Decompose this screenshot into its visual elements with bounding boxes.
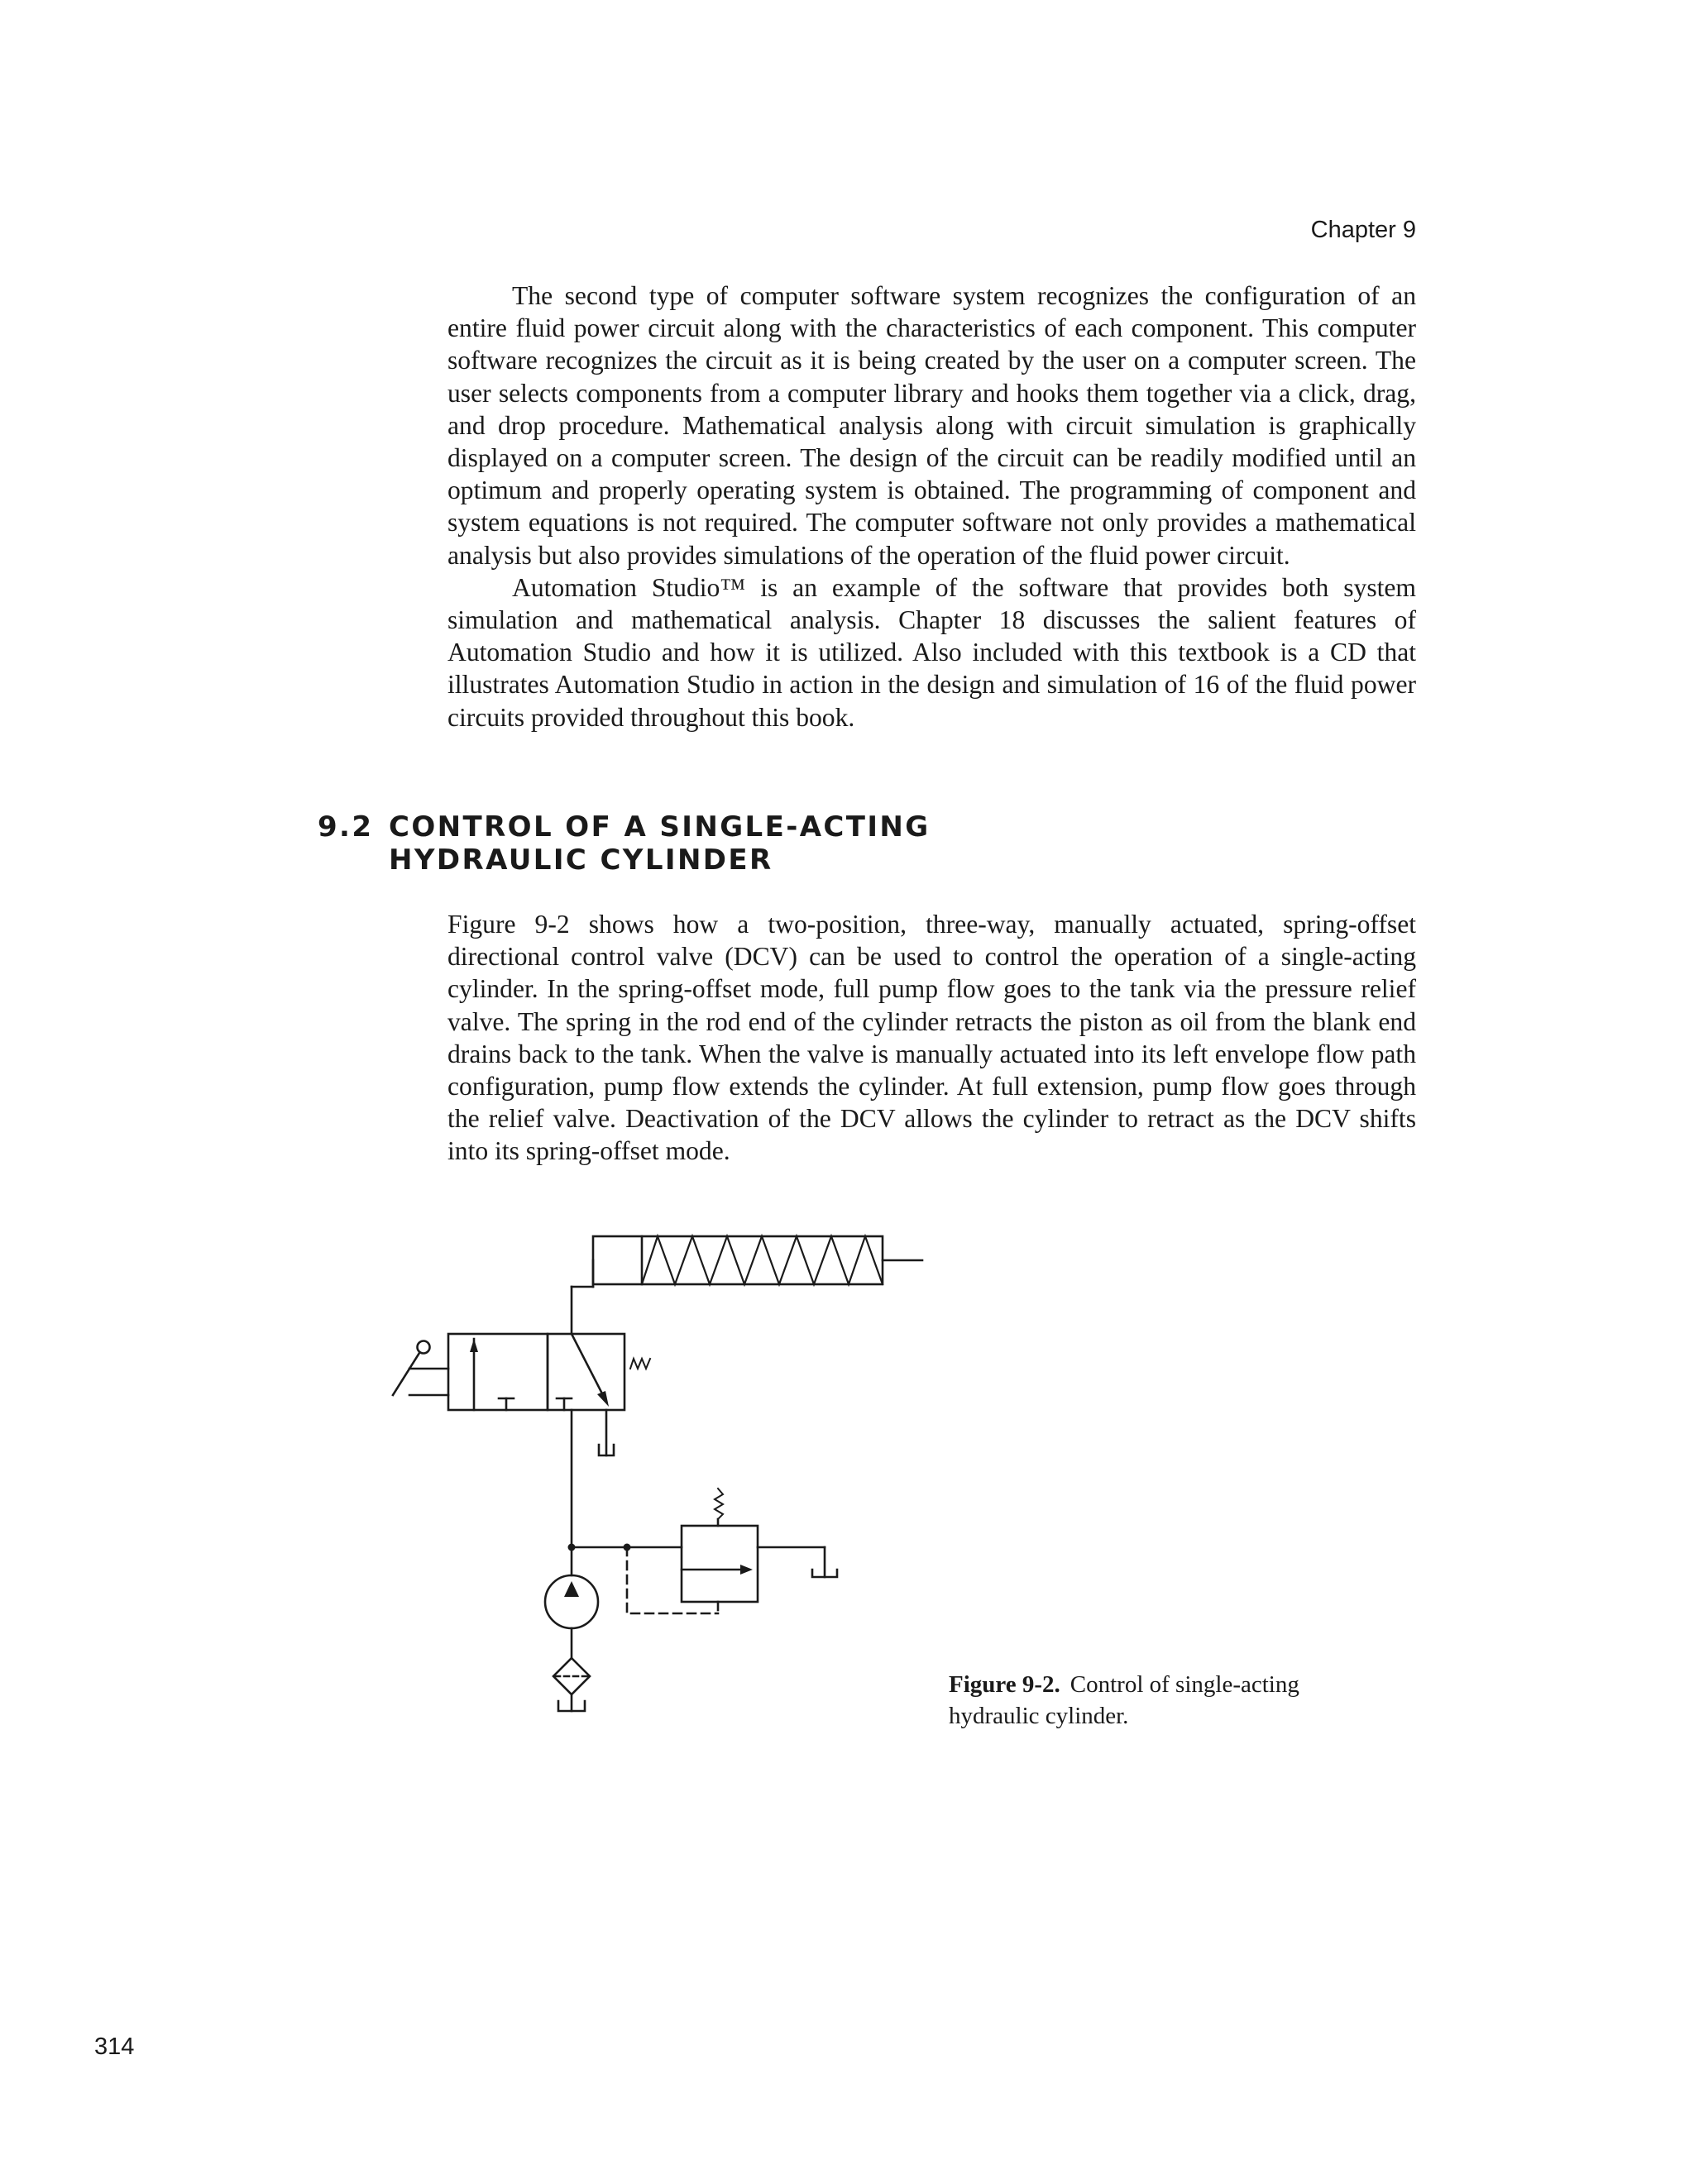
page-number: 314	[94, 2033, 135, 2060]
hydraulic-pump	[545, 1547, 598, 1658]
manual-lever-actuator	[393, 1341, 448, 1396]
section-heading	[318, 810, 1062, 877]
single-acting-cylinder	[593, 1236, 922, 1284]
hydraulic-circuit-figure	[380, 1220, 943, 1732]
hydraulic-circuit-diagram	[380, 1220, 943, 1732]
figure-caption-text: Control of single-acting hydraulic cylinder.	[949, 1671, 1299, 1729]
intro-text	[447, 280, 1416, 734]
intro-paragraph-1: The second type of computer software system recognizes the configuration of an entire fluid power circuit along with the characteristics of each component. This computer software recognizes the circuit as it is being created by the user on a computer screen. The user selects components from a computer library and hooks them together via a click, drag, and drop procedure. Mathematical analysis along with circuit simulation is graphically displayed on a computer screen. The design of the circuit can be readily modified until an optimum and properly operating system is obtained. The programming of component and system equations is not required. The computer software not only provides a mathematical analysis but also provides simulations of the operation of the fluid power circuit.	[447, 281, 1416, 570]
figure-caption	[949, 1669, 1379, 1732]
section-title-line-1: CONTROL OF A SINGLE-ACTING	[389, 810, 931, 843]
section-number: 9.2	[318, 810, 374, 843]
running-header-chapter: Chapter 9	[1310, 217, 1416, 243]
section-paragraph: Figure 9-2 shows how a two-position, three-way, manually actuated, spring-offset directional control valve (DCV) can be used to control the operation of a single-acting cylinder. In the spring-offset mode, full pump flow goes to the tank via the pressure relief valve. The spring in the rod end of the cylinder retracts the piston as oil from the blank end drains back to the tank. When the valve is manually actuated into its left envelope flow path configuration, pump flow extends the cylinder. At full extension, pump flow goes through the relief valve. Deactivation of the DCV allows the cylinder to retract as the DCV shifts into its spring-offset mode.	[447, 910, 1416, 1166]
section-body	[447, 908, 1416, 1168]
intro-paragraph-2: Automation Studio™ is an example of the software that provides both system simulation and mathematical analysis. Chapter 18 discusses the salient features of Automation Studio and how it is utilized. Also included with this textbook is a CD that illustrates Automation Studio in action in the design and simulation of 16 of the fluid power circuits provided throughout this book.	[447, 572, 1416, 732]
pressure-line	[568, 1410, 682, 1551]
figure-caption-label: Figure 9-2.	[949, 1671, 1060, 1698]
cylinder-blank-end-line	[572, 1260, 593, 1334]
inlet-filter	[553, 1658, 590, 1711]
section-title-line-2: HYDRAULIC CYLINDER	[389, 843, 773, 877]
dcv-tank-return	[599, 1410, 614, 1455]
pressure-relief-valve	[627, 1489, 837, 1613]
directional-control-valve	[448, 1334, 650, 1410]
